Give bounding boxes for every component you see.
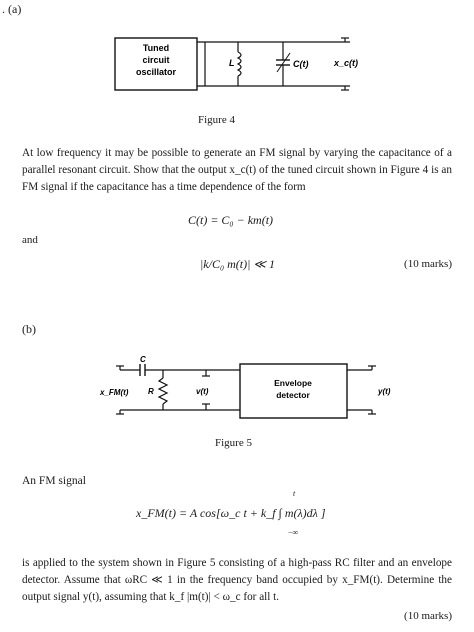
fm-equation: x_FM(t) = A cos[ω_c t + k_f ∫ m(λ)dλ ] <box>136 506 326 520</box>
part-b-paragraph: is applied to the system shown in Figure 5 consisting of a high-pass RC filter and an envelope detector. Assume that ωRC ≪ 1 in the frequency band occupied by x_FM(t). Determine the output signal y(t), assuming that k_f |m(t)| < ω_c for all t. <box>22 557 452 603</box>
part-a-label: . (a) <box>2 2 22 16</box>
v-label: v(t) <box>196 387 209 396</box>
inductor-label: L <box>229 58 235 68</box>
cap-label-b: C <box>140 355 146 364</box>
oscillator-line-3: oscillator <box>135 67 177 77</box>
capacitor-label: C(t) <box>293 59 309 69</box>
figure-4-circuit <box>0 0 474 120</box>
output-label-b: y(t) <box>378 387 391 396</box>
integral-upper: t <box>293 489 296 498</box>
output-label-a: x_c(t) <box>334 58 359 68</box>
and-text: and <box>22 234 38 246</box>
oscillator-line-2: circuit <box>142 55 170 65</box>
input-label-b: x_FM(t) <box>100 388 129 397</box>
resistor-symbol <box>159 378 167 404</box>
figure-4-caption: Figure 4 <box>198 114 235 126</box>
equation-capacitance: C(t) = C₀ − km(t) <box>188 213 274 227</box>
detector-line-1: Envelope <box>274 378 312 388</box>
figure-5-caption: Figure 5 <box>215 437 252 449</box>
oscillator-line-1: Tuned <box>142 43 170 53</box>
equation-condition: |k/C₀ m(t)| ≪ 1 <box>200 257 275 271</box>
detector-line-2: detector <box>276 390 310 400</box>
figure-5-circuit <box>0 340 474 430</box>
resistor-label: R <box>148 387 154 396</box>
part-a-paragraph: At low frequency it may be possible to generate an FM signal by varying the capacitance of a parallel resonant circuit. Show that the output x_c(t) of the tuned circuit shown in Figure 4 is an FM signal if the capacitance has a time dependence of the form <box>22 147 452 193</box>
signal-label: An FM signal <box>22 475 86 487</box>
integral-lower: −∞ <box>288 528 299 537</box>
inductor-symbol <box>238 52 241 76</box>
part-b-label: (b) <box>22 322 36 336</box>
marks-b: (10 marks) <box>404 610 452 622</box>
marks-a: (10 marks) <box>404 258 452 270</box>
